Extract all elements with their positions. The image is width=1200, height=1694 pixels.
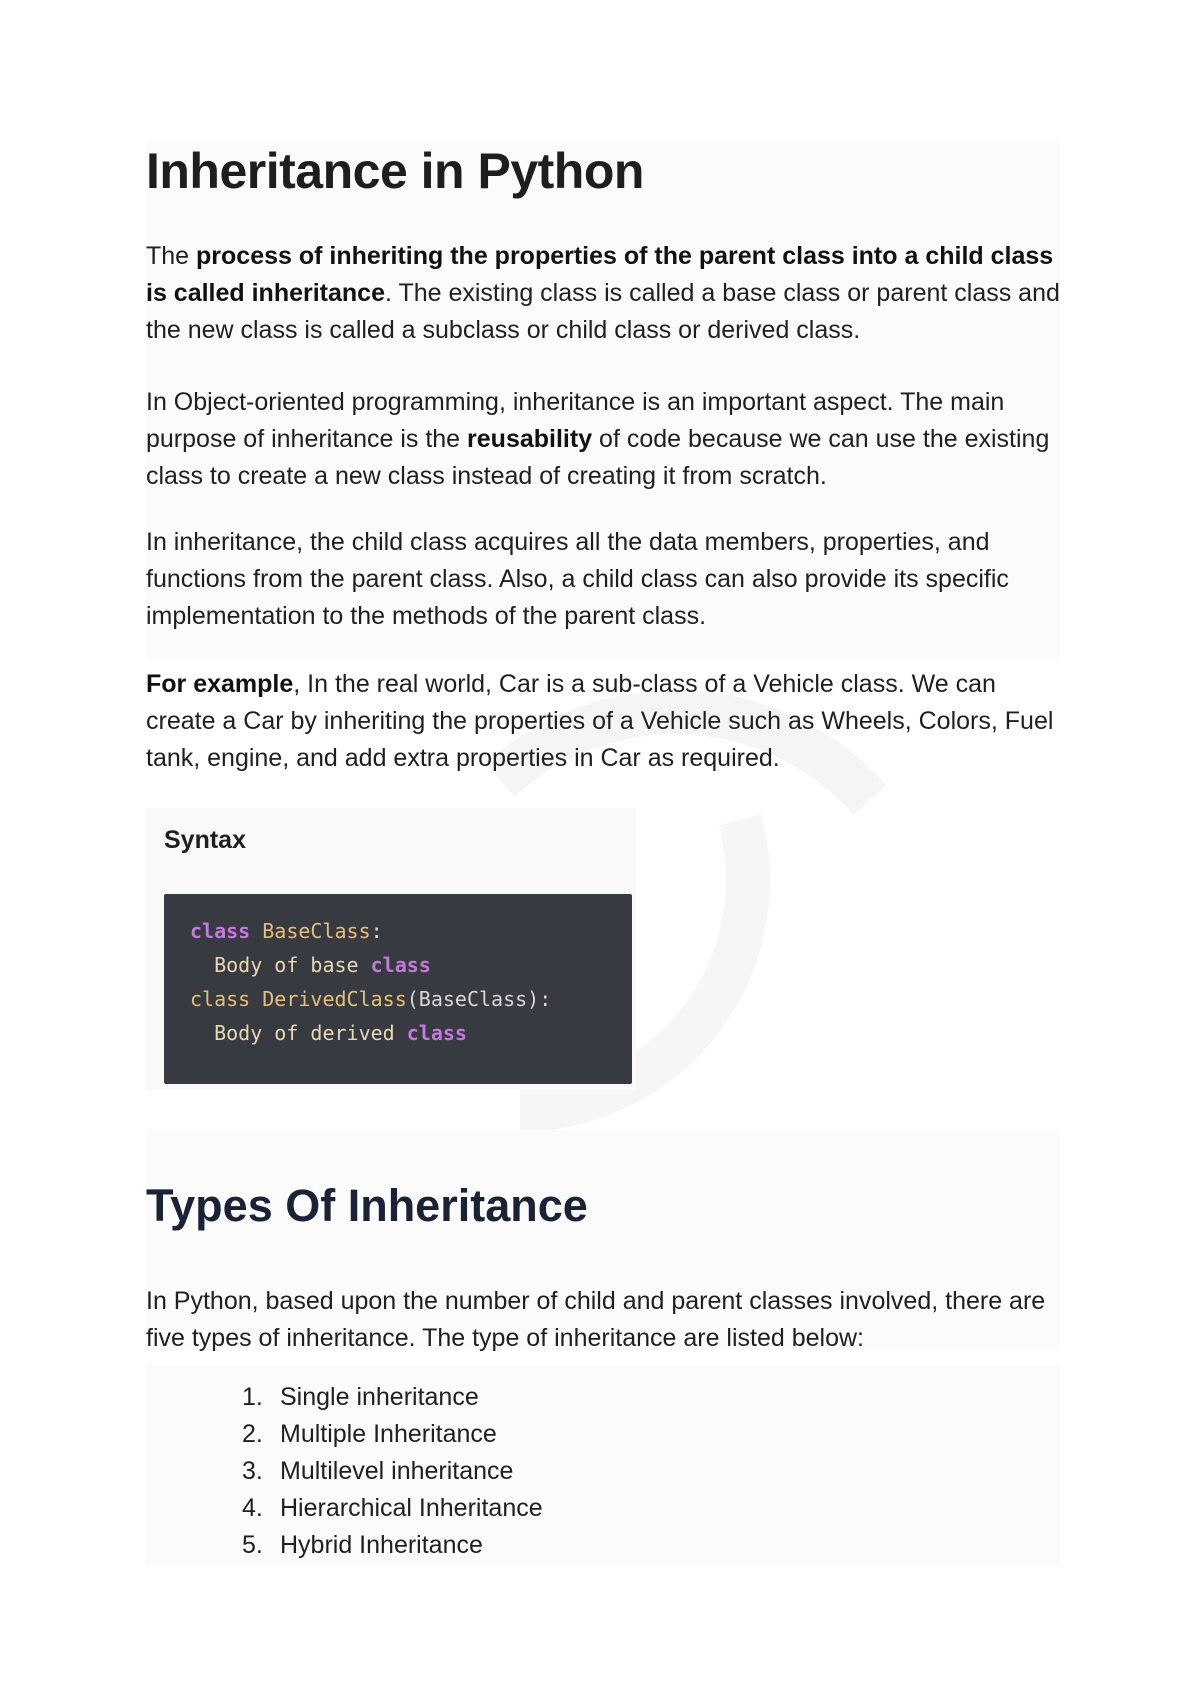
- code-line: Body of base class: [214, 953, 431, 977]
- list-item: 4. Hierarchical Inheritance: [242, 1494, 543, 1522]
- code-line: class DerivedClass(BaseClass):: [190, 987, 552, 1011]
- code-block[interactable]: [164, 894, 632, 1084]
- syntax-card: [146, 808, 636, 1090]
- types-intro-paragraph: In Python, based upon the number of child and parent classes involved, there are five types of inheritance. The type of inheritance are listed below:: [146, 1287, 1046, 1352]
- types-heading: Types Of Inheritance: [146, 1180, 588, 1231]
- list-item: 1. Single inheritance: [242, 1383, 479, 1411]
- code-line: Body of derived class: [214, 1021, 467, 1045]
- list-item: 2. Multiple Inheritance: [242, 1420, 497, 1448]
- example-paragraph: For example, In the real world, Car is a sub-class of a Vehicle class. We can create a Car by inheriting the properties of a Vehicle such as Wheels, Colors, Fuel tank, engine, and add extra properties in Car as required.: [146, 670, 1054, 772]
- example-bold: For example: [146, 670, 294, 698]
- acquires-paragraph: In inheritance, the child class acquires all the data members, properties, and functions from the parent class. Also, a child class can also provide its specific implementation to the methods of the parent class.: [146, 528, 1009, 630]
- syntax-label: Syntax: [164, 826, 246, 854]
- list-item: 5. Hybrid Inheritance: [242, 1531, 483, 1559]
- page-title: Inheritance in Python: [146, 143, 644, 199]
- oop-paragraph: In Object-oriented programming, inheritance is an important aspect. The main purpose of inheritance is the reusability of code because we can use the existing class to create a new class instead of creating it from scratch.: [146, 388, 1050, 490]
- intro-paragraph: The process of inheriting the properties of the parent class into a child class is called inheritance. The existing class is called a base class or parent class and the new class is called a subclass or child class or derived class.: [146, 242, 1060, 344]
- reusability-bold: reusability: [467, 425, 593, 453]
- list-item: 3. Multilevel inheritance: [242, 1457, 514, 1485]
- types-list: [146, 1379, 1060, 1564]
- intro-bold: process of inheriting the properties of the parent class into a child class is called inheritance: [146, 242, 1054, 307]
- code-line: class BaseClass:: [190, 919, 383, 943]
